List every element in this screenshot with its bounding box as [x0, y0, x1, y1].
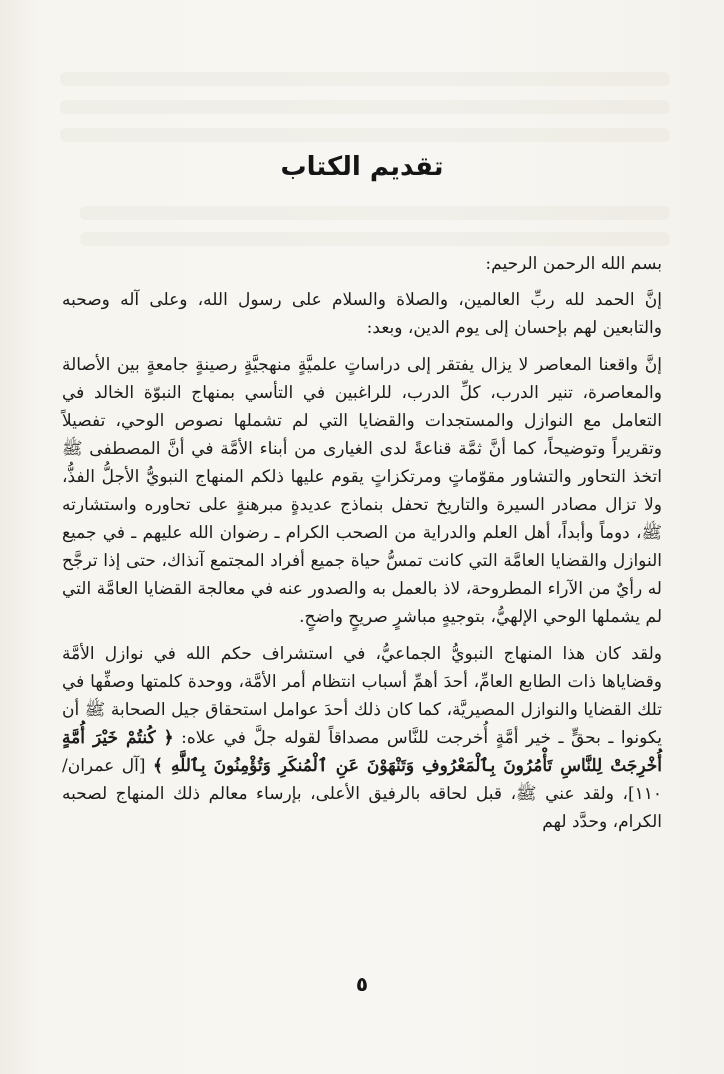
verse-reference: [آل عمران/ ١١٠]، [62, 756, 662, 804]
paragraph-3-text: ولقد كان هذا المنهاج النبويُّ الجماعيُّ، في استشراف حكم الله في نوازل الأمَّة وقضاياها ذات الطابع العامِّ، أحدَ أهمِّ أسباب انتظام أمر الأمَّة، ووحدة كلمتها وصفِّها في تلك القضايا والنوازل المصيريَّة، كما كان ذلك أحدَ عوامل استحقاق جيل الصحابة ﷺ أن يكونوا ـ بحقٍّ ـ خير أمَّةٍ أُخرجت للنَّاس مصداقاً لقوله جلَّ في علاه: [62, 644, 662, 748]
bleed-through-line [80, 232, 670, 246]
bleed-through-line [60, 72, 670, 86]
bleed-through-line [80, 206, 670, 220]
paragraph-3 [62, 640, 662, 836]
paragraph-1: إنَّ الحمد لله ربِّ العالمين، والصلاة والسلام على رسول الله، وعلى آله وصحبه والتابعين لهم بإحسان إلى يوم الدين، وبعد: [62, 290, 662, 338]
page-number: ٥ [355, 972, 369, 996]
paragraph-2: إنَّ واقعنا المعاصر لا يزال يفتقر إلى دراساتٍ علميَّةٍ منهجيَّةٍ رصينةٍ جامعةٍ بين الأصالة والمعاصرة، تنير الدرب، كلِّ الدرب، للراغبين في التأسي بمنهاج النبوّة الخالد في التعامل مع النوازل والمستجدات والقضايا التي لم تشملها نصوص الوحي، تفصيلاً وتقريراً وتوضيحاً، كما أنَّ ثمَّة قناعةً لدى الغيارى من أبناء الأمَّة في أنَّ المصطفى ﷺ اتخذ التحاور والتشاور مقوّماتٍ ومرتكزاتٍ يقوم عليها ذلكم المنهاج النبويُّ الأجلُّ الفذُّ، ولا تزال مصادر السيرة والتاريخ تحفل بنماذج عديدةٍ مبرهنةٍ على تحاوره واستشارته ﷺ، دوماً وأبداً، أهل العلم والدراية من الصحب الكرام ـ رضوان الله عليهم ـ في جميع النوازل والقضايا العامَّة التي كانت تمسُّ حياة جميع أفراد المجتمع آنذاك، حتى إذا ترجَّح له رأيٌ من الآراء المطروحة، لاذ بالعمل به والصدور عنه في معالجة القضايا العامَّة التي لم يشملها الوحي الإلهيُّ، بتوجيهٍ مباشرٍ صريحٍ واضحٍ. [62, 355, 662, 627]
body-text [62, 250, 662, 845]
page-title: تقديم الكتاب [280, 152, 444, 182]
quran-verse: ﴿ كُنتُمْ خَيْرَ أُمَّةٍ أُخْرِجَتْ لِلنَّاسِ تَأْمُرُونَ بِٱلْمَعْرُوفِ وَتَنْهَوْنَ عَنِ ٱلْمُنكَرِ وَتُؤْمِنُونَ بِٱللَّهِ ﴾ [62, 728, 663, 776]
basmala: بسم الله الرحمن الرحيم: [485, 254, 662, 274]
bleed-through-line [60, 128, 670, 142]
bleed-through-line [60, 100, 670, 114]
closing-text: ولقد عني ﷺ، قبل لحاقه بالرفيق الأعلى، بإرساء معالم ذلك المنهاج لصحبه الكرام، وحدَّد لهم [62, 784, 662, 832]
